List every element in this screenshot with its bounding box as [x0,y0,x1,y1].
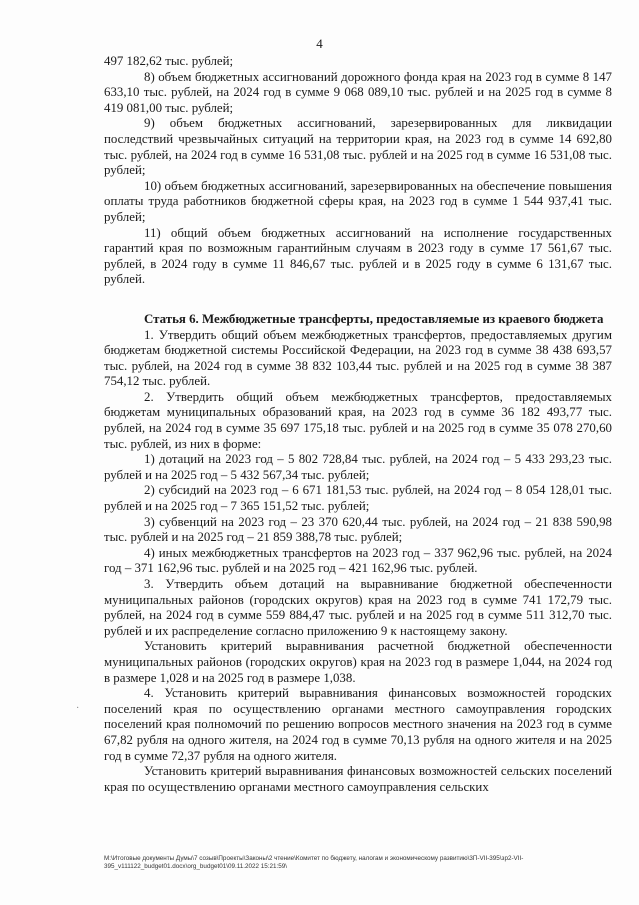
article-subitem-3: 3) субвенций на 2023 год – 23 370 620,44 тыс. рублей, на 2024 год – 21 838 590,98 тыс. рублей и на 2025 год – 21 859 388,78 тыс. рублей; [104,514,612,545]
paragraph-item-9: 9) объем бюджетных ассигнований, зарезервированных для ликвидации последствий чрезвычайных ситуаций на территории края, на 2023 год в сумме 14 692,80 тыс. рублей, на 2024 год в сумме 16 531,08 тыс. рублей и на 2025 год в сумме 16 531,08 тыс. рублей; [104,116,612,178]
section-spacer [104,288,612,312]
paragraph-item-10: 10) объем бюджетных ассигнований, зарезервированных на обеспечение повышения оплаты труда работников бюджетной сферы края, на 2023 год в сумме 1 544 937,41 тыс. рублей; [104,178,612,224]
article-item-2: 2. Утвердить общий объем межбюджетных трансфертов, предоставляемых бюджетам муниципальных образований края, на 2023 год в сумме 36 182 493,77 тыс. рублей, на 2024 год в сумме 35 697 175,18 тыс. рублей и на 2025 год в сумме 35 078 270,60 тыс. рублей, из них в форме: [104,389,612,451]
article-item-4-rural: Установить критерий выравнивания финансовых возможностей сельских поселений края по осуществлению органами местного самоуправления сельских [104,764,612,794]
article-subitem-2: 2) субсидий на 2023 год – 6 671 181,53 тыс. рублей, на 2024 год – 8 054 128,01 тыс. рублей и на 2025 год – 7 365 151,52 тыс. рублей; [104,483,612,514]
article-item-4: 4. Установить критерий выравнивания финансовых возможностей городских поселений края по осуществлению органами местного самоуправления городских поселений края полномочий по решению вопросов местного значения на 2023 год в сумме 67,82 рубля на одного жителя, на 2024 год в сумме 70,13 рубля на одного жителя и на 2025 год в сумме 72,37 рубля на одного жителя. [104,686,612,763]
article-item-1: 1. Утвердить общий объем межбюджетных трансфертов, предоставляемых другим бюджетам бюджетной системы Российской Федерации, на 2023 год в сумме 38 438 693,57 тыс. рублей, на 2024 год в сумме 38 832 103,44 тыс. рублей и на 2025 год в сумме 38 387 754,12 тыс. рублей. [104,327,612,389]
margin-mark: · [76,703,80,714]
article-heading: Статья 6. Межбюджетные трансферты, предоставляемые из краевого бюджета [144,311,604,326]
paragraph-item-8: 8) объем бюджетных ассигнований дорожного фонда края на 2023 год в сумме 8 147 633,10 тыс. рублей, на 2024 год в сумме 9 068 089,10 тыс. рублей и на 2025 год в сумме 8 419 081,00 тыс. рублей; [104,69,612,115]
article-subitem-1: 1) дотаций на 2023 год – 5 802 728,84 тыс. рублей, на 2024 год – 5 433 293,23 тыс. рублей и на 2025 год – 5 432 567,34 тыс. рублей; [104,452,612,482]
article-subitem-4: 4) иных межбюджетных трансфертов на 2023 год – 337 962,96 тыс. рублей, на 2024 год – 371 162,96 тыс. рублей и на 2025 год – 421 162,96 тыс. рублей. [104,545,612,576]
file-path-footer: М:\Итоговые документы Думы\7 созыв\Проекты\Законы\2 чтение\Комитет по бюджету, налогам и экономическому развитию\3П-VII-395\зр2-VII-395_v111122_budget01.docx\org_budget01\09.11.2022 15:21:59\ [104,855,524,870]
paragraph-continuation: 497 182,62 тыс. рублей; [104,54,234,68]
paragraph-item-11: 11) общий объем бюджетных ассигнований на исполнение государственных гарантий края по возможным гарантийным случаям в 2023 году в сумме 17 561,67 тыс. рублей, в 2024 году в сумме 11 846,67 тыс. рублей и в 2025 году в сумме 6 131,67 тыс. рублей. [104,225,612,287]
article-item-3-criterion: Установить критерий выравнивания расчетной бюджетной обеспеченности муниципальных районов (городских округов) края на 2023 год в размере 1,044, на 2024 год в размере 1,028 и на 2025 год в размере 1,038. [104,639,612,685]
page-number: 4 [316,36,323,51]
article-item-3: 3. Утвердить объем дотаций на выравнивание бюджетной обеспеченности муниципальных районов (городских округов) края на 2023 год в сумме 741 172,79 тыс. рублей, на 2024 год в сумме 559 884,47 тыс. рублей и на 2025 год в сумме 511 312,70 тыс. рублей и их распределение согласно приложению 9 к настоящему закону. [104,577,612,638]
document-body [104,54,612,795]
